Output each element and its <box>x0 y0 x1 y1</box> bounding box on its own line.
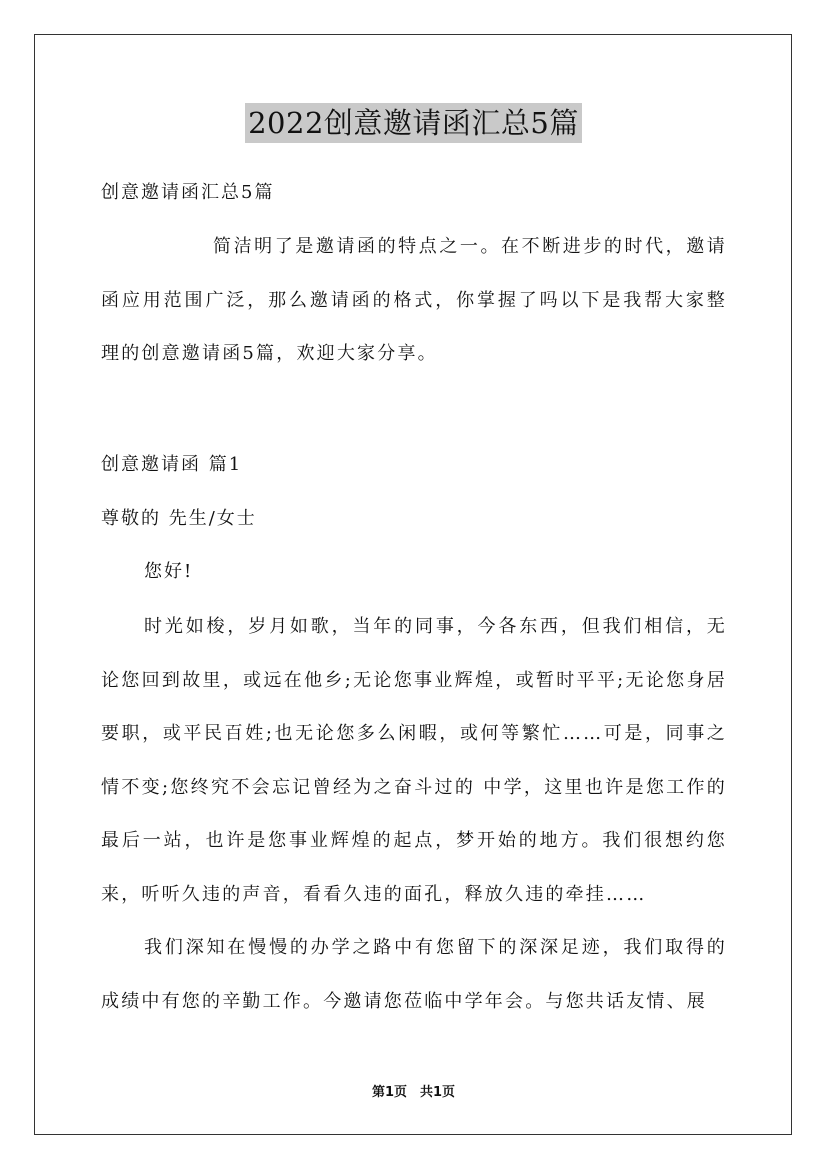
body-paragraph-1: 时光如梭，岁月如歌，当年的同事，今各东西，但我们相信，无论您回到故里，或远在他乡;无论您事业辉煌，或暂时平平;无论您身居要职，或平民百姓;也无论您多么闲暇，或何等繁忙……可是，同事之情不变;您终究不会忘记曾经为之奋斗过的 中学，这里也许是您工作的最后一站，也许是您事业辉煌的起点，梦开始的地方。我们很想约您来，听听久违的声音，看看久违的面孔，释放久违的牵挂…… <box>101 616 727 905</box>
intro-paragraph: 简洁明了是邀请函的特点之一。在不断进步的时代，邀请函应用范围广泛，那么邀请函的格式，你掌握了吗以下是我帮大家整理的创意邀请函5篇，欢迎大家分享。 <box>101 236 727 364</box>
body-paragraph-2: 我们深知在慢慢的办学之路中有您留下的深深足迹，我们取得的成绩中有您的辛勤工作。今邀请您莅临中学年会。与您共话友情、展 <box>101 937 727 1012</box>
title-container <box>0 103 827 143</box>
salutation: 尊敬的 先生/女士 <box>101 508 257 529</box>
document-subtitle: 创意邀请函汇总5篇 <box>101 182 275 203</box>
greeting: 您好! <box>144 561 194 582</box>
document-title: 2022创意邀请函汇总5篇 <box>245 103 582 143</box>
page-footer: 第1页 共1页 <box>371 1085 456 1100</box>
section-heading: 创意邀请函 篇1 <box>101 454 243 475</box>
